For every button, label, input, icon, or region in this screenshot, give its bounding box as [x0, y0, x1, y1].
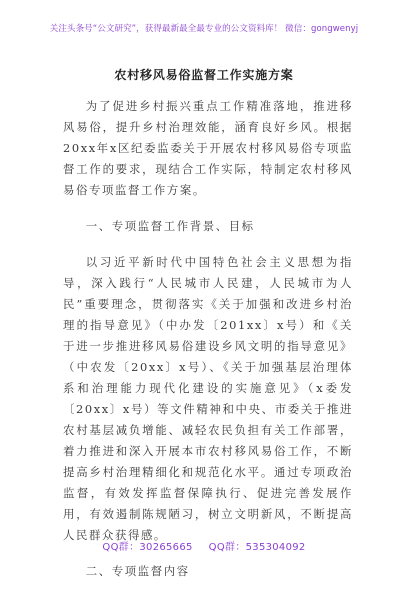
intro-paragraph: 为了促进乡村振兴重点工作精准落地，推进移风易俗，提升乡村治理效能，涵育良好乡风。根据20xx年x区纪委监委关于开展农村移风易俗专项监督工作的要求，现结合工作实际，特制定农村移风易俗专项监督工作方案。 [63, 99, 353, 197]
background-paragraph: 以习近平新时代中国特色社会主义思想为指导，深入践行“人民城市人民建，人民城市为人民”重要理念，贯彻落实《关于加强和改进乡村治理的指导意见》（中办发〔201xx〕x号）和《关于进一步推进移风易俗建设乡风文明的指导意见》（中农发〔20xx〕x号）、《关于加强基层治理体系和治理能力现代化建设的实施意见》（x委发〔20xx〕x号）等文件精神和中央、市委关于推进农村基层减负增能、减轻农民负担有关工作部署，着力推进和深入开展本市农村移风易俗工作，不断提高乡村治理精细化和规范化水平。通过专项政治监督，有效发挥监督保障执行、促进完善发展作用，有效遏制陈规陋习，树立文明新风，不断提高人民群众获得感。 [63, 255, 353, 542]
section-heading-2: 二、专项监督内容 [85, 564, 190, 578]
section-heading-1: 一、专项监督工作背景、目标 [85, 219, 255, 233]
promo-header: 关注头条号“公文研究”，获得最新最全最专业的公文资料库！ 微信：gongwenyj [49, 24, 359, 34]
qq-group-2: QQ群：535304092 [208, 542, 306, 553]
footer-contacts [0, 538, 408, 553]
document-title: 农村移风易俗监督工作实施方案 [114, 68, 294, 82]
document-body [63, 96, 353, 597]
qq-group-1: QQ群：30265665 [102, 542, 193, 553]
